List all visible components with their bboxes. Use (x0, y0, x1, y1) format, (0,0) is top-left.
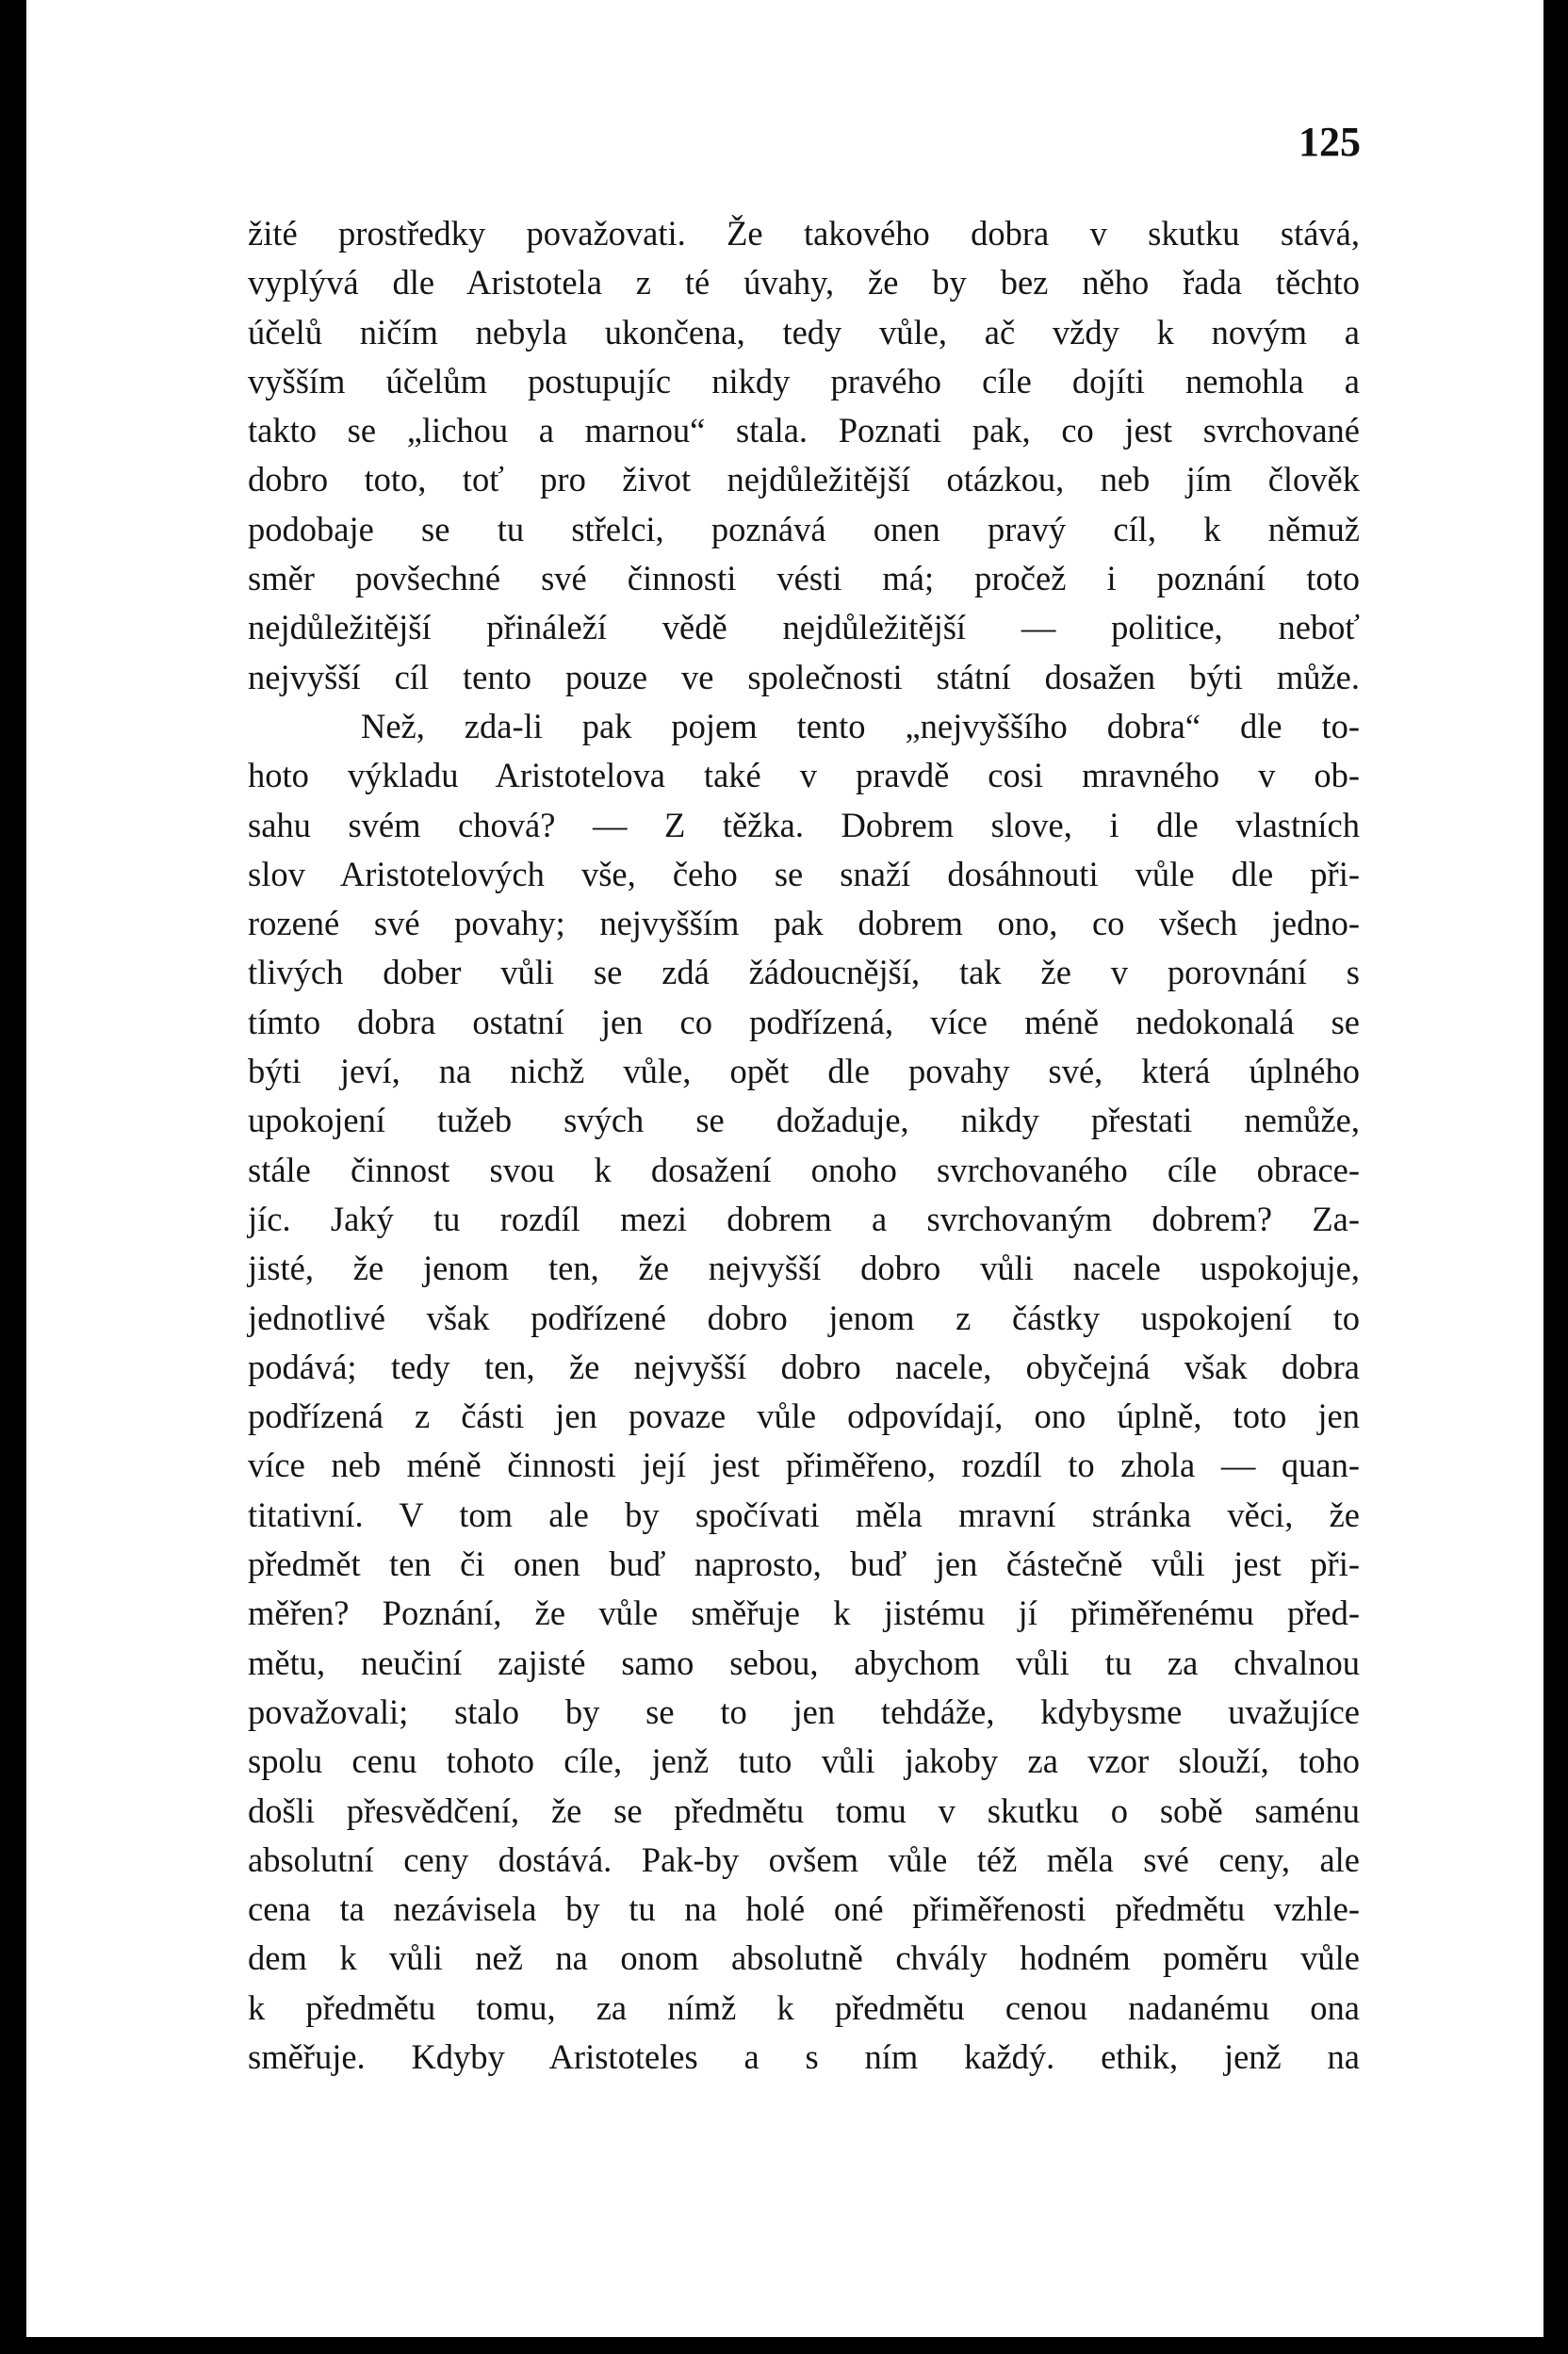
text-line: dem k vůli než na onom absolutně chvály hodném poměru vůle (248, 1938, 1360, 1978)
text-line: jisté, že jenom ten, že nejvyšší dobro vůli nacele uspokojuje, (248, 1249, 1360, 1288)
body-text (248, 209, 1360, 2082)
text-line: nejdůležitější přináleží vědě nejdůležitější — politice, neboť (248, 608, 1360, 647)
text-line: dobro toto, toť pro život nejdůležitější otázkou, neb jím člověk (248, 460, 1360, 499)
text-line: více neb méně činnosti její jest přiměřeno, rozdíl to zhola — quan- (248, 1446, 1360, 1485)
text-line: takto se „lichou a marnou“ stala. Poznati pak, co jest svrchované (248, 411, 1360, 450)
text-line: titativní. V tom ale by spočívati měla mravní stránka věci, že (248, 1495, 1360, 1534)
text-line: spolu cenu tohoto cíle, jenž tuto vůli jakoby za vzor slouží, toho (248, 1741, 1360, 1781)
text-line: jíc. Jaký tu rozdíl mezi dobrem a svrchovaným dobrem? Za- (248, 1199, 1360, 1238)
text-line: podobaje se tu střelci, poznává onen pravý cíl, k němuž (248, 509, 1360, 548)
text-line: směřuje. Kdyby Aristoteles a s ním každý. ethik, jenž na (248, 2036, 1360, 2076)
paragraph-1 (248, 209, 1360, 702)
text-line: žité prostředky považovati. Že takového dobra v skutku stává, (248, 214, 1360, 253)
text-line: vyplývá dle Aristotela z té úvahy, že by bez něho řada těchto (248, 263, 1360, 302)
text-line: považovali; stalo by se to jen tehdáže, kdybysme uvažujíce (248, 1692, 1360, 1731)
text-line: upokojení tužeb svých se dožaduje, nikdy přestati nemůže, (248, 1101, 1360, 1140)
text-line: absolutní ceny dostává. Pak-by ovšem vůle též měla své ceny, ale (248, 1839, 1360, 1879)
text-line: stále činnost svou k dosažení onoho svrchovaného cíle obrace- (248, 1150, 1360, 1189)
text-line: nejvyšší cíl tento pouze ve společnosti státní dosažen býti může. (248, 657, 1360, 696)
text-line: účelů ničím nebyla ukončena, tedy vůle, ač vždy k novým a (248, 312, 1360, 351)
text-line: tímto dobra ostatní jen co podřízená, více méně nedokonalá se (248, 1002, 1360, 1041)
text-line: mětu, neučiní zajisté samo sebou, abychom vůli tu za chvalnou (248, 1643, 1360, 1682)
text-line: k předmětu tomu, za nímž k předmětu cenou nadanému ona (248, 1987, 1360, 2027)
text-line: Než, zda-li pak pojem tento „nejvyššího dobra“ dle to- (361, 706, 1360, 745)
text-line: slov Aristotelových vše, čeho se snaží dosáhnouti vůle dle při- (248, 854, 1360, 893)
text-line: hoto výkladu Aristotelova také v pravdě cosi mravného v ob- (248, 756, 1360, 795)
text-line: došli přesvědčení, že se předmětu tomu v skutku o sobě saménu (248, 1790, 1360, 1830)
text-line: jednotlivé však podřízené dobro jenom z částky uspokojení to (248, 1298, 1360, 1337)
text-line: rozené své povahy; nejvyšším pak dobrem ono, co všech jedno- (248, 904, 1360, 943)
paragraph-2 (248, 702, 1360, 2082)
text-line: podřízená z části jen povaze vůle odpovídají, ono úplně, toto jen (248, 1397, 1360, 1436)
text-line: podává; tedy ten, že nejvyšší dobro nacele, obyčejná však dobra (248, 1347, 1360, 1386)
text-line: sahu svém chová? — Z těžka. Dobrem slove, i dle vlastních (248, 805, 1360, 844)
text-line: předmět ten či onen buď naprosto, buď jen částečně vůli jest při- (248, 1545, 1360, 1584)
text-line: směr povšechné své činnosti vésti má; pročež i poznání toto (248, 559, 1360, 598)
text-line: tlivých dober vůli se zdá žádoucnější, tak že v porovnání s (248, 953, 1360, 992)
book-page (26, 0, 1544, 2337)
text-line: měřen? Poznání, že vůle směřuje k jistému jí přiměřenému před- (248, 1594, 1360, 1633)
text-line: býti jeví, na nichž vůle, opět dle povahy své, která úplného (248, 1052, 1360, 1091)
text-line: cena ta nezávisela by tu na holé oné přiměřenosti předmětu vzhle- (248, 1889, 1360, 1929)
text-line: vyšším účelům postupujíc nikdy pravého cíle dojíti nemohla a (248, 361, 1360, 401)
page-number: 125 (1298, 119, 1361, 165)
